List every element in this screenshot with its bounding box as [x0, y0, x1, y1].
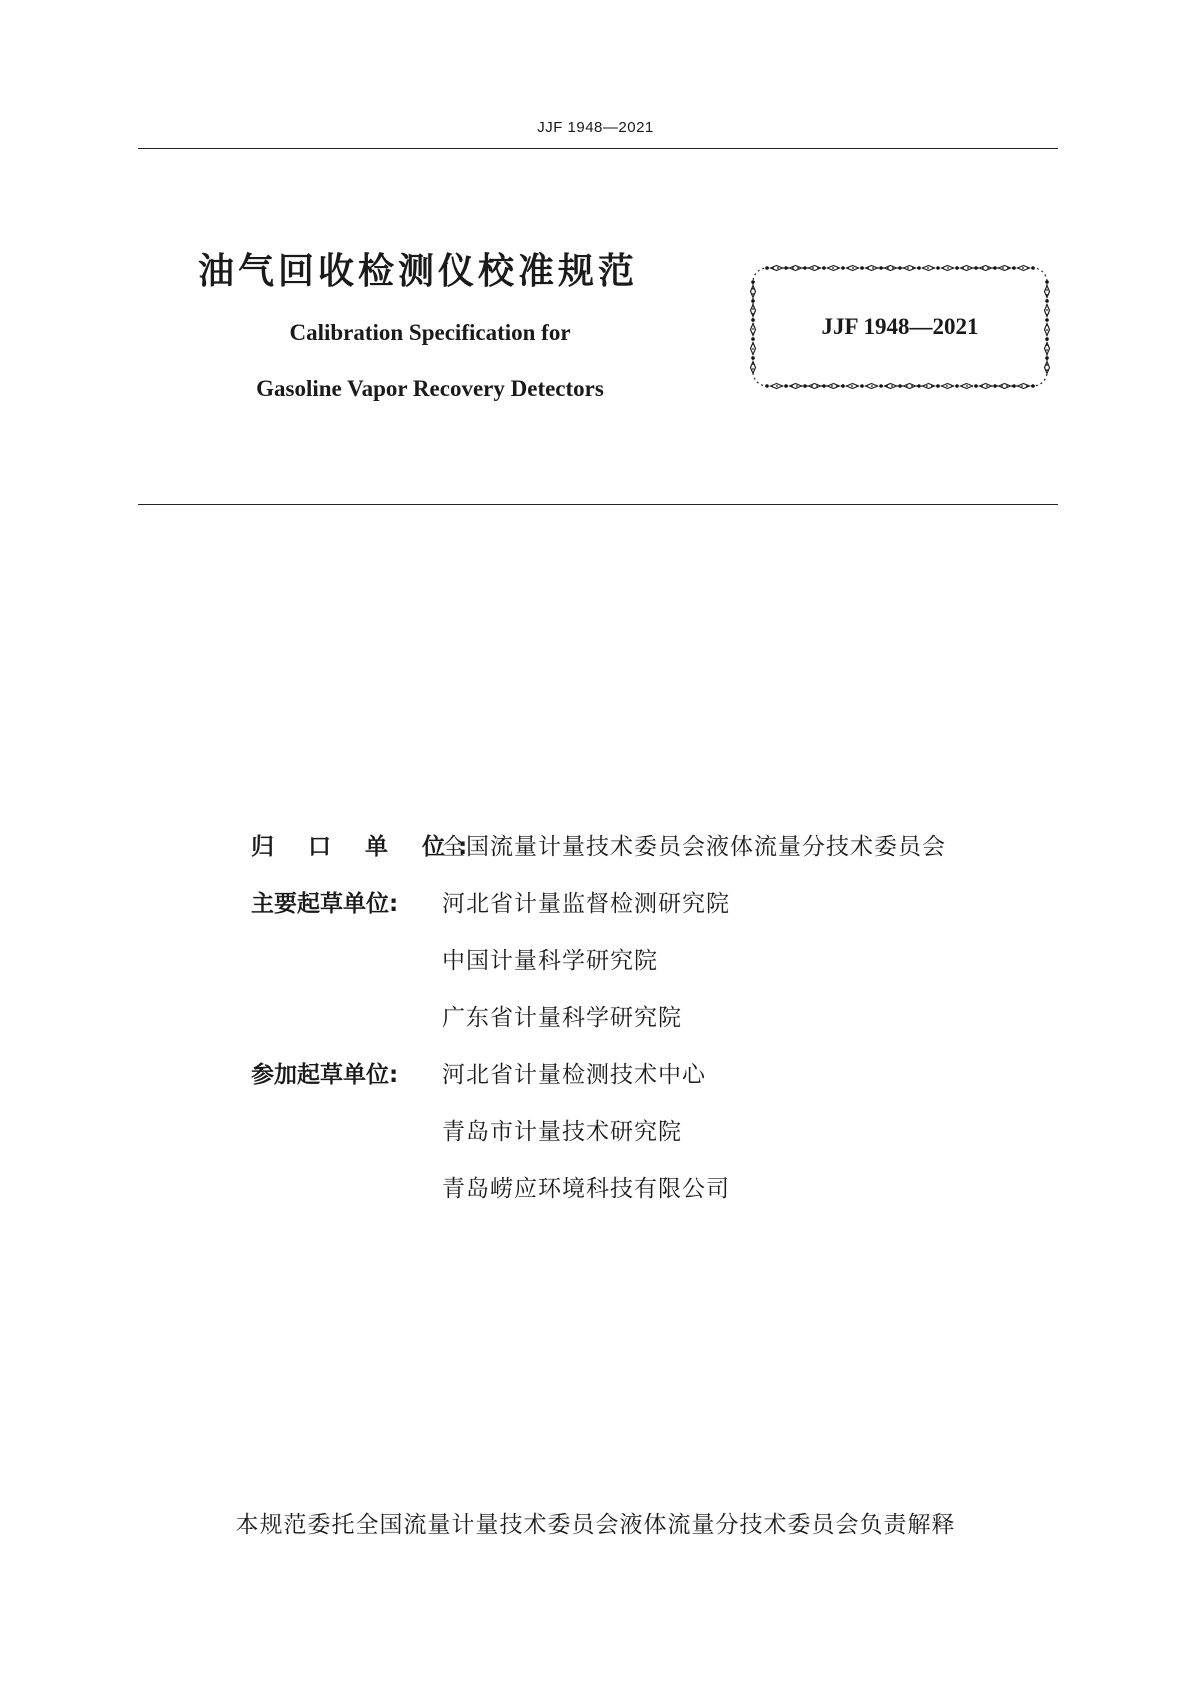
interpretation-note: 本规范委托全国流量计量技术委员会液体流量分技术委员会负责解释 [235, 1512, 956, 1538]
border-ornament [790, 266, 802, 271]
border-dot [974, 384, 978, 388]
main-drafting-row [251, 889, 730, 919]
main-drafting-row [251, 1003, 682, 1033]
border-dot [841, 266, 845, 270]
border-dot [993, 266, 997, 270]
participating-drafting-unit: 河北省计量检测技术中心 [442, 1062, 706, 1088]
border-dot [765, 266, 769, 270]
participating-drafting-row [251, 1117, 682, 1147]
border-dot [860, 384, 864, 388]
border-dot [955, 384, 959, 388]
border-dot [1045, 299, 1049, 303]
border-ornament [751, 286, 756, 298]
border-dot [1031, 384, 1035, 388]
title-english-line-1: Calibration Specification for [289, 320, 571, 345]
border-dot [936, 266, 940, 270]
standard-code-box [747, 262, 1053, 392]
border-dot [803, 384, 807, 388]
participating-drafting-row [251, 1060, 706, 1090]
header-rule [138, 148, 1058, 149]
border-dot [1045, 280, 1049, 284]
border-dot [751, 299, 755, 303]
border-dot [822, 266, 826, 270]
responsible-unit-row [251, 832, 946, 862]
border-dot [1031, 266, 1035, 270]
border-ornament [923, 384, 935, 389]
border-dot [1012, 266, 1016, 270]
standard-code: JJF 1948—2021 [821, 314, 979, 339]
border-ornament [828, 384, 840, 389]
border-ornament [885, 266, 897, 271]
border-ornament [809, 384, 821, 389]
border-dot [765, 384, 769, 388]
border-ornament [904, 384, 916, 389]
main-drafting-unit: 广东省计量科学研究院 [442, 1005, 682, 1031]
border-dot [784, 384, 788, 388]
title-separator-rule [138, 504, 1058, 505]
border-dot [917, 384, 921, 388]
border-dot [784, 266, 788, 270]
participating-drafting-unit: 青岛崂应环境科技有限公司 [442, 1176, 730, 1202]
responsible-unit-label: 归 口 单 位: [251, 834, 481, 860]
border-dot [974, 266, 978, 270]
participating-drafting-unit: 青岛市计量技术研究院 [442, 1119, 682, 1145]
border-dot [879, 266, 883, 270]
border-dot [803, 266, 807, 270]
border-dot [841, 384, 845, 388]
participating-drafting-row [251, 1174, 730, 1204]
border-ornament [1045, 362, 1050, 374]
title-chinese: 油气回收检测仪校准规范 [198, 251, 639, 292]
border-dot [898, 384, 902, 388]
main-drafting-unit: 中国计量科学研究院 [442, 948, 658, 974]
border-dot [936, 384, 940, 388]
border-dot [879, 384, 883, 388]
border-dot [860, 266, 864, 270]
running-header-code: JJF 1948—2021 [537, 119, 654, 136]
main-drafting-unit: 河北省计量监督检测研究院 [442, 891, 730, 917]
border-ornament [980, 266, 992, 271]
participating-drafting-label: 参加起草单位: [251, 1062, 399, 1088]
border-dot [751, 356, 755, 360]
main-drafting-row [251, 946, 658, 976]
border-dot [1045, 356, 1049, 360]
border-dot [898, 266, 902, 270]
responsible-unit-value: 全国流量计量技术委员会液体流量分技术委员会 [442, 834, 946, 860]
border-dot [993, 384, 997, 388]
border-ornament [999, 384, 1011, 389]
border-dot [955, 266, 959, 270]
border-dot [1012, 384, 1016, 388]
border-dot [751, 280, 755, 284]
border-dot [822, 384, 826, 388]
border-dot [917, 266, 921, 270]
main-drafting-label: 主要起草单位: [251, 891, 399, 917]
border-ornament [1018, 384, 1030, 389]
title-english-line-2: Gasoline Vapor Recovery Detectors [256, 376, 604, 401]
